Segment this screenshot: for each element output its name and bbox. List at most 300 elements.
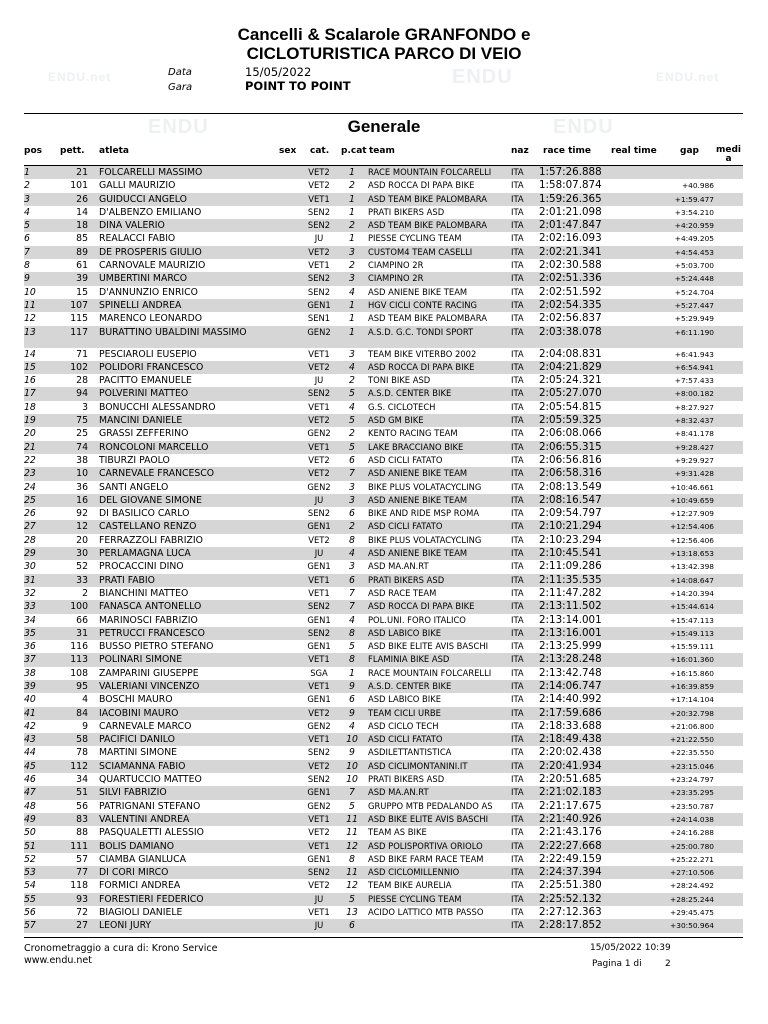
row-pcat: 8 xyxy=(349,534,355,546)
row-gap: +9:28.427 xyxy=(674,442,714,452)
row-naz: ITA xyxy=(511,441,524,452)
table-row xyxy=(24,547,743,560)
row-naz: ITA xyxy=(511,867,524,878)
row-atleta: BONUCCHI ALESSANDRO xyxy=(99,401,216,413)
row-atleta: SILVI FABRIZIO xyxy=(99,787,167,799)
row-cat: GEN2 xyxy=(307,326,331,337)
row-race-time: 1:59:26.365 xyxy=(539,192,602,205)
col-cat: cat. xyxy=(310,146,330,156)
row-atleta: MARENCO LEONARDO xyxy=(99,313,203,325)
row-naz: ITA xyxy=(511,707,524,718)
row-team: ASDILETTANTISTICA xyxy=(368,747,452,758)
row-atleta: PACITTO EMANUELE xyxy=(99,375,192,387)
row-race-time: 2:22:27.668 xyxy=(539,839,602,852)
row-pos: 26 xyxy=(24,508,36,520)
table-row xyxy=(24,520,743,533)
row-atleta: CARNOVALE MAURIZIO xyxy=(99,260,206,272)
row-race-time: 2:28:17.852 xyxy=(539,919,602,932)
row-pett: 56 xyxy=(76,800,88,812)
row-naz: ITA xyxy=(511,193,524,204)
row-atleta: MANCINI DANIELE xyxy=(99,415,183,427)
row-naz: ITA xyxy=(511,893,524,904)
row-team: ASD CICLO TECH xyxy=(368,720,439,731)
results-table xyxy=(24,166,743,933)
row-team: ASD ANIENE BIKE TEAM xyxy=(368,548,468,559)
row-gap: +24:14.038 xyxy=(670,814,714,824)
row-pett: 27 xyxy=(76,920,88,932)
row-cat: SEN2 xyxy=(307,774,331,785)
row-pcat: 5 xyxy=(349,415,355,427)
row-race-time: 2:21:17.675 xyxy=(539,799,602,812)
row-pcat: 4 xyxy=(349,361,355,373)
row-race-time: 2:04:08.831 xyxy=(539,347,602,360)
row-pos: 41 xyxy=(24,707,36,719)
row-atleta: PACIFICI DANILO xyxy=(99,734,175,746)
row-gap: +7:57.433 xyxy=(674,376,714,386)
row-pcat: 3 xyxy=(349,246,355,258)
row-cat: VET2 xyxy=(308,246,330,257)
row-cat: SEN2 xyxy=(307,867,331,878)
row-naz: ITA xyxy=(511,654,524,665)
row-gap: +10:49.659 xyxy=(670,495,714,505)
row-atleta: RONCOLONI MARCELLO xyxy=(99,441,209,453)
row-pett: 25 xyxy=(76,428,88,440)
row-cat: GEN2 xyxy=(307,481,331,492)
row-team: ASD ROCCA DI PAPA BIKE xyxy=(368,601,475,612)
row-pcat: 11 xyxy=(346,827,358,839)
row-atleta: BUSSO PIETRO STEFANO xyxy=(99,641,214,653)
row-naz: ITA xyxy=(511,428,524,439)
row-gap: +21:06.800 xyxy=(670,721,714,731)
row-gap: +30:50.964 xyxy=(670,921,714,931)
row-team: ASD ROCCA DI PAPA BIKE xyxy=(368,361,475,372)
row-naz: ITA xyxy=(511,840,524,851)
col-media: medi a xyxy=(716,145,742,164)
row-pos: 20 xyxy=(24,428,36,440)
row-team: ASD TEAM BIKE PALOMBARA xyxy=(368,313,487,324)
row-gap: +4:54.453 xyxy=(674,247,714,257)
row-race-time: 2:02:30.588 xyxy=(539,259,602,272)
table-row xyxy=(24,627,743,640)
row-race-time: 2:13:14.001 xyxy=(539,613,602,626)
row-pos: 4 xyxy=(24,206,30,218)
row-cat: VET1 xyxy=(308,348,330,359)
row-gap: +8:32.437 xyxy=(674,416,714,426)
row-naz: ITA xyxy=(511,907,524,918)
row-cat: VET1 xyxy=(308,574,330,585)
col-pcat: p.cat xyxy=(341,146,367,156)
row-pett: 39 xyxy=(76,273,88,285)
row-atleta: FANASCA ANTONELLO xyxy=(99,601,202,613)
row-team: PRATI BIKERS ASD xyxy=(368,774,445,785)
row-pos: 54 xyxy=(24,880,36,892)
row-atleta: ZAMPARINI GIUSEPPE xyxy=(99,667,199,679)
row-race-time: 2:10:45.541 xyxy=(539,547,602,560)
watermark: ENDU xyxy=(148,116,209,138)
row-naz: ITA xyxy=(511,574,524,585)
table-row xyxy=(24,866,743,879)
row-team: RACE MOUNTAIN FOLCARELLI xyxy=(368,167,492,177)
row-team: ASD TEAM BIKE PALOMBARA xyxy=(368,220,487,231)
row-team: ASD RACE TEAM xyxy=(368,587,437,598)
row-naz: ITA xyxy=(511,326,524,337)
row-pos: 5 xyxy=(24,220,30,232)
row-cat: SEN2 xyxy=(307,508,331,519)
table-row xyxy=(24,387,743,400)
row-team: PRATI BIKERS ASD xyxy=(368,206,445,217)
row-atleta: DI CORI MIRCO xyxy=(99,867,169,879)
row-team: A.S.D. CENTER BIKE xyxy=(368,680,452,691)
row-cat: SEN1 xyxy=(307,313,331,324)
table-row xyxy=(24,246,743,259)
table-row xyxy=(24,219,743,232)
row-pos: 24 xyxy=(24,481,36,493)
row-pett: 83 xyxy=(76,813,88,825)
row-team: G.S. CICLOTECH xyxy=(368,401,436,412)
row-pett: 14 xyxy=(76,206,88,218)
row-gap: +27:10.506 xyxy=(670,868,714,878)
row-pcat: 2 xyxy=(349,260,355,272)
row-naz: ITA xyxy=(511,853,524,864)
row-atleta: TIBURZI PAOLO xyxy=(99,454,170,466)
row-atleta: LEONI JURY xyxy=(99,920,152,932)
row-race-time: 2:02:51.336 xyxy=(539,272,602,285)
row-race-time: 1:58:07.874 xyxy=(539,179,602,192)
row-cat: JU xyxy=(314,893,324,904)
row-pos: 9 xyxy=(24,273,30,285)
row-race-time: 2:01:47.847 xyxy=(539,219,602,232)
row-team: RACE MOUNTAIN FOLCARELLI xyxy=(368,667,492,678)
row-cat: GEN2 xyxy=(307,720,331,731)
col-team: team xyxy=(369,146,395,156)
row-naz: ITA xyxy=(511,747,524,758)
row-atleta: FORESTIERI FEDERICO xyxy=(99,893,204,905)
row-pos: 12 xyxy=(24,313,36,325)
row-pcat: 5 xyxy=(349,641,355,653)
table-row xyxy=(24,534,743,547)
row-atleta: CASTELLANO RENZO xyxy=(99,521,197,533)
row-race-time: 2:02:56.837 xyxy=(539,312,602,325)
table-row xyxy=(24,707,743,720)
row-atleta: PERLAMAGNA LUCA xyxy=(99,548,191,560)
row-pcat: 1 xyxy=(349,667,355,679)
row-naz: ITA xyxy=(511,273,524,284)
row-team: TEAM CICLI URBE xyxy=(368,707,441,718)
row-atleta: VALENTINI ANDREA xyxy=(99,813,190,825)
row-pett: 20 xyxy=(76,534,88,546)
row-pcat: 2 xyxy=(349,180,355,192)
row-naz: ITA xyxy=(511,220,524,231)
row-race-time: 2:13:16.001 xyxy=(539,626,602,639)
row-race-time: 2:18:33.688 xyxy=(539,719,602,732)
row-cat: SEN2 xyxy=(307,627,331,638)
table-header xyxy=(24,146,743,166)
row-team: HGV CICLI CONTE RACING xyxy=(368,299,478,310)
row-cat: VET1 xyxy=(308,587,330,598)
row-pett: 74 xyxy=(76,441,88,453)
row-team: TEAM AS BIKE xyxy=(368,827,427,838)
row-race-time: 2:05:27.070 xyxy=(539,387,602,400)
row-team: CIAMPINO 2R xyxy=(368,273,424,284)
row-naz: ITA xyxy=(511,800,524,811)
row-naz: ITA xyxy=(511,481,524,492)
row-race-time: 2:18:49.438 xyxy=(539,733,602,746)
row-race-time: 2:17:59.686 xyxy=(539,706,602,719)
row-team: ASD ROCCA DI PAPA BIKE xyxy=(368,180,475,191)
table-row xyxy=(24,919,743,932)
row-pos: 45 xyxy=(24,760,36,772)
row-pcat: 3 xyxy=(349,348,355,360)
row-cat: VET1 xyxy=(308,654,330,665)
row-cat: VET1 xyxy=(308,840,330,851)
row-pett: 107 xyxy=(70,299,88,311)
row-race-time: 2:06:56.816 xyxy=(539,453,602,466)
row-atleta: PASQUALETTI ALESSIO xyxy=(99,827,204,839)
row-pos: 39 xyxy=(24,680,36,692)
row-atleta: SPINELLI ANDREA xyxy=(99,299,182,311)
row-gap: +15:59.111 xyxy=(670,642,714,652)
col-gap: gap xyxy=(680,146,699,156)
table-row xyxy=(24,693,743,706)
row-pcat: 4 xyxy=(349,720,355,732)
row-atleta: FOLCARELLI MASSIMO xyxy=(99,167,203,178)
row-atleta: FERRAZZOLI FABRIZIO xyxy=(99,534,203,546)
row-naz: ITA xyxy=(511,920,524,931)
row-race-time: 2:03:38.078 xyxy=(539,325,602,338)
row-pett: 16 xyxy=(76,494,88,506)
row-pos: 6 xyxy=(24,233,30,245)
page-total: 2 xyxy=(665,959,671,969)
row-pett: 15 xyxy=(76,286,88,298)
row-race-time: 2:02:16.093 xyxy=(539,232,602,245)
data-label: Data xyxy=(168,67,192,78)
row-pett: 85 xyxy=(76,233,88,245)
row-gap: +10:46.661 xyxy=(670,482,714,492)
row-pett: 71 xyxy=(76,348,88,360)
row-pett: 36 xyxy=(76,481,88,493)
row-cat: SEN2 xyxy=(307,601,331,612)
table-row xyxy=(24,640,743,653)
row-team: ASD CICLIMONTANINI.IT xyxy=(368,760,468,771)
row-race-time: 2:08:13.549 xyxy=(539,480,602,493)
row-race-time: 2:05:24.321 xyxy=(539,374,602,387)
table-row xyxy=(24,232,743,245)
row-pos: 31 xyxy=(24,574,36,586)
row-atleta: QUARTUCCIO MATTEO xyxy=(99,774,202,786)
row-race-time: 2:11:35.535 xyxy=(539,573,602,586)
page-title-line1: Cancelli & Scalarole GRANFONDO e xyxy=(237,25,531,44)
row-team: ASD TEAM BIKE PALOMBARA xyxy=(368,193,487,204)
table-row xyxy=(24,299,743,312)
table-row xyxy=(24,166,743,179)
row-gap: +12:27.909 xyxy=(670,509,714,519)
row-team: CIAMPINO 2R xyxy=(368,260,424,271)
row-pett: 92 xyxy=(76,508,88,520)
row-cat: GEN1 xyxy=(307,694,331,705)
row-pos: 19 xyxy=(24,415,36,427)
row-naz: ITA xyxy=(511,813,524,824)
row-naz: ITA xyxy=(511,680,524,691)
row-pcat: 1 xyxy=(349,326,355,338)
row-race-time: 2:10:23.294 xyxy=(539,533,602,546)
row-naz: ITA xyxy=(511,375,524,386)
row-atleta: REALACCI FABIO xyxy=(99,233,176,245)
row-cat: VET2 xyxy=(308,180,330,191)
row-team: ASD CICLI FATATO xyxy=(368,521,443,532)
gara-label: Gara xyxy=(168,82,193,93)
row-gap: +24:16.288 xyxy=(670,828,714,838)
row-team: FLAMINIA BIKE ASD xyxy=(368,654,450,665)
row-gap: +3:54.210 xyxy=(674,207,714,217)
row-pos: 14 xyxy=(24,348,36,360)
row-atleta: POLINARI SIMONE xyxy=(99,654,183,666)
row-pett: 112 xyxy=(70,760,88,772)
row-naz: ITA xyxy=(511,694,524,705)
row-cat: JU xyxy=(314,375,324,386)
row-gap: +15:44.614 xyxy=(670,602,714,612)
row-race-time: 2:21:43.176 xyxy=(539,826,602,839)
row-cat: VET2 xyxy=(308,167,330,177)
row-team: ASD MA.AN.RT xyxy=(368,561,429,572)
row-pett: 10 xyxy=(76,468,88,480)
row-naz: ITA xyxy=(511,454,524,465)
row-cat: JU xyxy=(314,494,324,505)
row-pcat: 7 xyxy=(349,787,355,799)
row-naz: ITA xyxy=(511,206,524,217)
row-pos: 23 xyxy=(24,468,36,480)
row-pcat: 13 xyxy=(346,907,358,919)
table-row xyxy=(24,348,743,361)
row-team: POL.UNI. FORO ITALICO xyxy=(368,614,466,625)
row-pcat: 1 xyxy=(349,206,355,218)
row-gap: +17:14.104 xyxy=(670,695,714,705)
row-pcat: 10 xyxy=(346,774,358,786)
row-cat: VET1 xyxy=(308,907,330,918)
table-row xyxy=(24,826,743,839)
row-pett: 2 xyxy=(82,587,88,599)
row-race-time: 2:14:06.747 xyxy=(539,679,602,692)
row-naz: ITA xyxy=(511,521,524,532)
table-row xyxy=(24,720,743,733)
row-race-time: 2:20:51.685 xyxy=(539,773,602,786)
row-team: ACIDO LATTICO MTB PASSO xyxy=(368,907,484,918)
row-pcat: 9 xyxy=(349,747,355,759)
row-pos: 10 xyxy=(24,286,36,298)
row-pett: 108 xyxy=(70,667,88,679)
row-pos: 1 xyxy=(24,167,30,178)
row-team: ASD POLISPORTIVA ORIOLO xyxy=(368,840,483,851)
row-cat: VET2 xyxy=(308,415,330,426)
row-naz: ITA xyxy=(511,614,524,625)
row-pett: 58 xyxy=(76,734,88,746)
row-gap: +21:22.550 xyxy=(670,735,714,745)
row-pett: 101 xyxy=(70,180,88,192)
row-gap: +25:00.780 xyxy=(670,841,714,851)
row-gap: +8:27.927 xyxy=(674,402,714,412)
row-team: ASD LABICO BIKE xyxy=(368,627,442,638)
gara-value: POINT TO POINT xyxy=(245,79,351,93)
row-pcat: 7 xyxy=(349,601,355,613)
row-naz: ITA xyxy=(511,167,524,177)
row-team: PIESSE CYCLING TEAM xyxy=(368,233,462,244)
row-pos: 44 xyxy=(24,747,36,759)
watermark: ENDU.net xyxy=(656,70,720,84)
row-pett: 115 xyxy=(70,313,88,325)
row-pcat: 12 xyxy=(346,880,358,892)
row-team: TEAM BIKE AURELIA xyxy=(368,880,452,891)
page-title-line2: CICLOTURISTICA PARCO DI VEIO xyxy=(246,44,522,63)
row-atleta: BOLIS DAMIANO xyxy=(99,840,175,852)
row-pcat: 5 xyxy=(349,441,355,453)
row-pcat: 3 xyxy=(349,481,355,493)
row-pos: 42 xyxy=(24,720,36,732)
row-pett: 100 xyxy=(70,601,88,613)
row-pos: 11 xyxy=(24,299,36,311)
page-label: Pagina 1 di xyxy=(592,959,642,969)
row-pcat: 9 xyxy=(349,680,355,692)
table-row xyxy=(24,481,743,494)
row-atleta: FORMICI ANDREA xyxy=(99,880,181,892)
row-naz: ITA xyxy=(511,827,524,838)
row-team: TEAM BIKE VITERBO 2002 xyxy=(368,348,477,359)
watermark: ENDU.net xyxy=(48,70,112,84)
row-pos: 33 xyxy=(24,601,36,613)
row-gap: +28:24.492 xyxy=(670,881,714,891)
row-naz: ITA xyxy=(511,561,524,572)
row-race-time: 2:22:49.159 xyxy=(539,852,602,865)
row-race-time: 2:01:21.098 xyxy=(539,205,602,218)
row-atleta: BIANCHINI MATTEO xyxy=(99,587,189,599)
table-row xyxy=(24,374,743,387)
row-gap: +12:56.406 xyxy=(670,535,714,545)
row-cat: SEN2 xyxy=(307,388,331,399)
row-pos: 25 xyxy=(24,494,36,506)
table-row xyxy=(24,614,743,627)
row-pcat: 10 xyxy=(346,760,358,772)
row-race-time: 2:02:21.341 xyxy=(539,245,602,258)
row-naz: ITA xyxy=(511,534,524,545)
row-pos: 38 xyxy=(24,667,36,679)
table-row xyxy=(24,667,743,680)
row-atleta: PESCIAROLI EUSEPIO xyxy=(99,348,197,360)
row-naz: ITA xyxy=(511,548,524,559)
row-gap: +16:15.860 xyxy=(670,668,714,678)
row-race-time: 2:02:54.335 xyxy=(539,298,602,311)
table-row xyxy=(24,879,743,892)
row-pcat: 6 xyxy=(349,574,355,586)
row-pcat: 5 xyxy=(349,800,355,812)
row-naz: ITA xyxy=(511,299,524,310)
table-row xyxy=(24,286,743,299)
row-cat: VET1 xyxy=(308,193,330,204)
row-cat: GEN1 xyxy=(307,853,331,864)
row-pos: 18 xyxy=(24,401,36,413)
col-pett: pett. xyxy=(60,146,85,156)
row-cat: VET2 xyxy=(308,454,330,465)
row-pett: 4 xyxy=(82,694,88,706)
row-pos: 7 xyxy=(24,246,30,258)
row-naz: ITA xyxy=(511,880,524,891)
row-atleta: PATRIGNANI STEFANO xyxy=(99,800,201,812)
row-gap: +23:35.295 xyxy=(670,788,714,798)
row-team: ASD CICLI FATATO xyxy=(368,454,443,465)
row-pett: 111 xyxy=(70,840,88,852)
row-gap: +23:15.046 xyxy=(670,761,714,771)
row-team: GRUPPO MTB PEDALANDO AS xyxy=(368,800,493,811)
row-pett: 66 xyxy=(76,614,88,626)
row-pcat: 4 xyxy=(349,286,355,298)
row-gap: +13:42.398 xyxy=(670,562,714,572)
